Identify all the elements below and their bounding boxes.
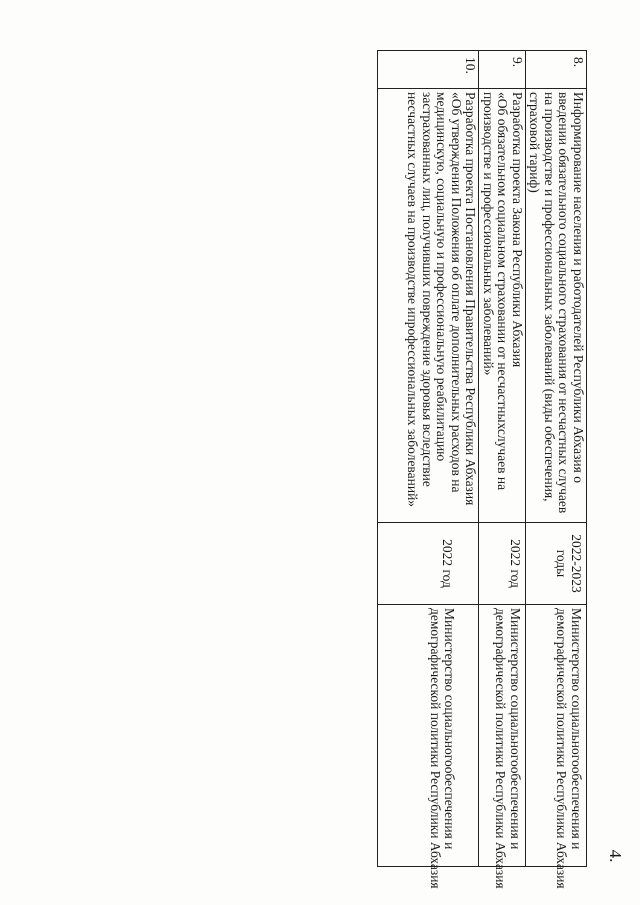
executor-cell	[479, 605, 526, 889]
task-line: на производстве и профессиональных заболеваний (виды обеспечения,	[542, 92, 557, 502]
executor-cell	[526, 605, 587, 889]
page-number: 4.	[606, 849, 625, 863]
task-line: «Об утверждении Положения об оплате дополнительных расходов на	[449, 92, 464, 493]
task-cell	[479, 89, 526, 523]
table-row	[479, 51, 526, 867]
task-line: «Об обязательном социальном страховании от несчастныхслучаев на	[495, 92, 511, 491]
executor-line: демографической политики Республики Абхазия	[428, 608, 443, 889]
task-line: Информирование населения и работодателей Республики Абхазия о	[571, 92, 586, 483]
row-number: 10.	[378, 51, 479, 89]
task-line: Разработка проекта Закона Республики Абхазия	[510, 92, 525, 368]
term-cell	[526, 523, 587, 605]
term-cell	[378, 523, 479, 605]
task-cell	[378, 89, 479, 523]
task-line: несчастных случаев на производстве ипрофессиональных заболеваний»	[405, 92, 421, 508]
table-row	[378, 51, 479, 867]
term-cell	[479, 523, 526, 605]
executor-line: демографической политики Республики Абхазия	[493, 608, 509, 889]
task-line: страховой тариф)	[527, 92, 543, 193]
task-line: производстве и профессиональных заболеваний»	[481, 92, 496, 376]
task-line: введении обязательного социального страхования от несчастных случаев	[556, 92, 572, 514]
task-line: застрахованных лиц, получивших повреждение здоровья вследствие	[420, 92, 435, 487]
term-line: 2022 год	[508, 539, 523, 588]
executor-line: Министерство социальногообеспечения и	[442, 608, 458, 850]
task-line: медицинскую, социальную и профессиональную реабилитацию	[434, 92, 450, 462]
executor-line: демографической политики Республики Абхазия	[554, 608, 570, 889]
table-row	[526, 51, 587, 867]
term-line: 2022-2023	[569, 534, 584, 593]
term-line: годы	[554, 549, 570, 578]
executor-line: Министерство социальногообеспечения и	[508, 608, 523, 850]
task-cell	[526, 89, 587, 523]
term-line: 2022 год	[440, 539, 456, 588]
measures-table	[378, 50, 588, 889]
row-number: 9.	[479, 51, 526, 89]
executor-line: Министерство социальногообеспечения и	[569, 608, 584, 850]
executor-cell	[378, 605, 479, 889]
rotated-table-container	[405, 50, 587, 889]
row-number: 8.	[526, 51, 587, 89]
task-line: Разработка проекта Постановления Правительства Республики Абхазия	[463, 92, 479, 506]
